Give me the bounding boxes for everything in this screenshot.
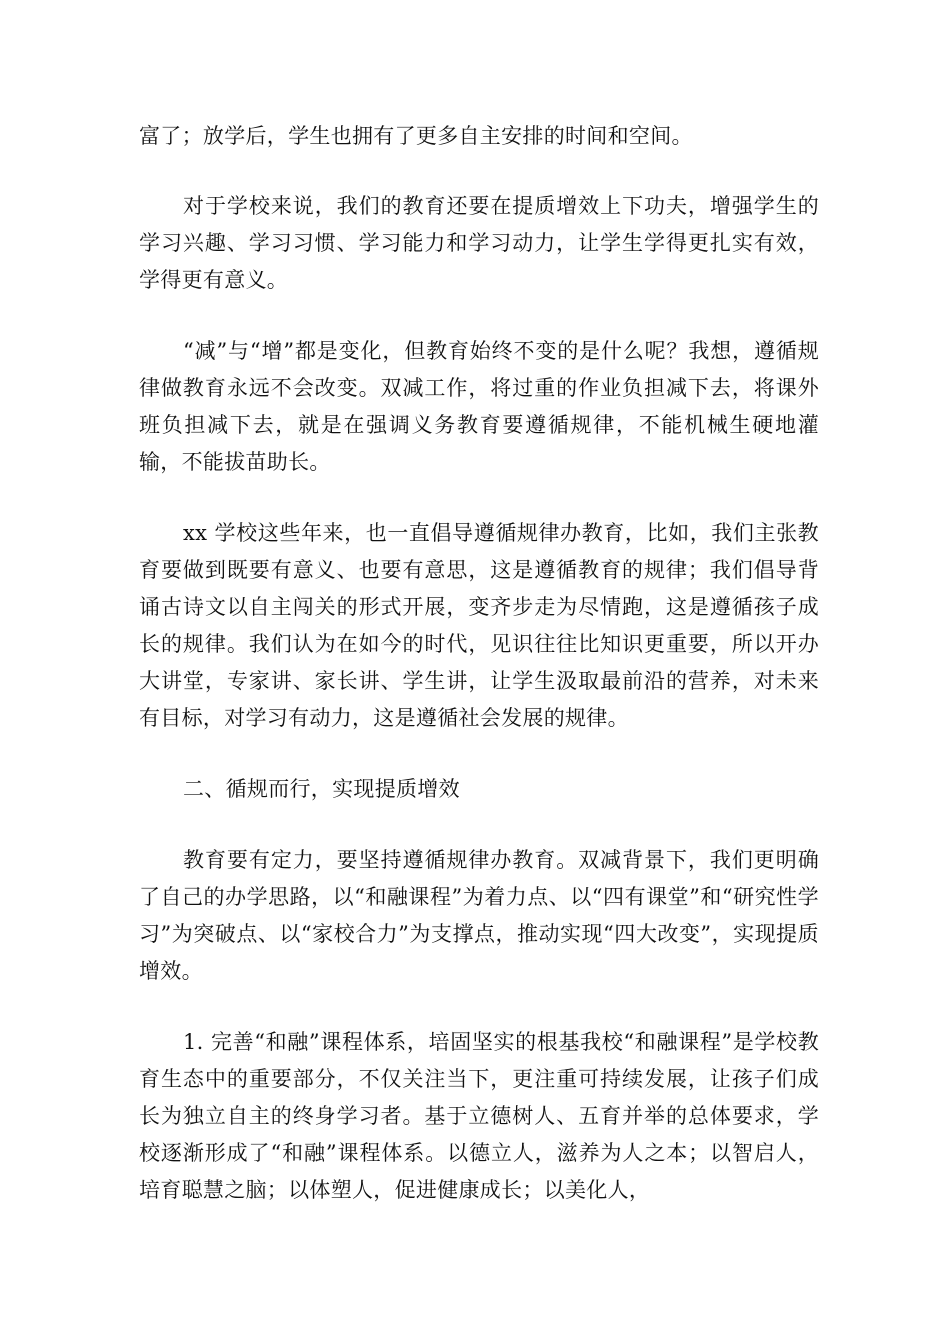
document-body [139, 118, 819, 1243]
paragraph-6: 1. 完善“和融”课程体系，培固坚实的根基我校“和融课程”是学校教育生态中的重要部分，不仅关注当下，更注重可持续发展，让孩子们成长为独立自主的终身学习者。基于立德树人、五育并举的总体要求，学校逐渐形成了“和融”课程体系。以德立人，滋养为人之本；以智启人，培育聪慧之脑；以体塑人，促进健康成长；以美化人， [139, 1030, 819, 1202]
paragraph-2: 对于学校来说，我们的教育还要在提质增效上下功夫，增强学生的学习兴趣、学习习惯、学习能力和学习动力，让学生学得更扎实有效，学得更有意义。 [139, 194, 819, 292]
paragraph-5: 教育要有定力，要坚持遵循规律办教育。双减背景下，我们更明确了自己的办学思路，以“和融课程”为着力点、以“四有课堂”和“研究性学习”为突破点、以“家校合力”为支撑点，推动实现“四大改变”，实现提质增效。 [139, 848, 819, 983]
section-heading: 二、循规而行，实现提质增效 [183, 777, 460, 801]
paragraph-4: xx 学校这些年来，也一直倡导遵循规律办教育，比如，我们主张教育要做到既要有意义、也要有意思，这是遵循教育的规律；我们倡导背诵古诗文以自主闯关的形式开展，变齐步走为尽情跑，这是遵循孩子成长的规律。我们认为在如今的时代，见识往往比知识更重要，所以开办大讲堂，专家讲、家长讲、学生讲，让学生汲取最前沿的营养，对未来有目标，对学习有动力，这是遵循社会发展的规律。 [139, 521, 819, 730]
paragraph-3: “减”与“增”都是变化，但教育始终不变的是什么呢？我想，遵循规律做教育永远不会改变。双减工作，将过重的作业负担减下去，将课外班负担减下去，就是在强调义务教育要遵循规律，不能机械生硬地灌输，不能拔苗助长。 [139, 339, 819, 474]
paragraph-1: 富了；放学后，学生也拥有了更多自主安排的时间和空间。 [139, 124, 693, 148]
